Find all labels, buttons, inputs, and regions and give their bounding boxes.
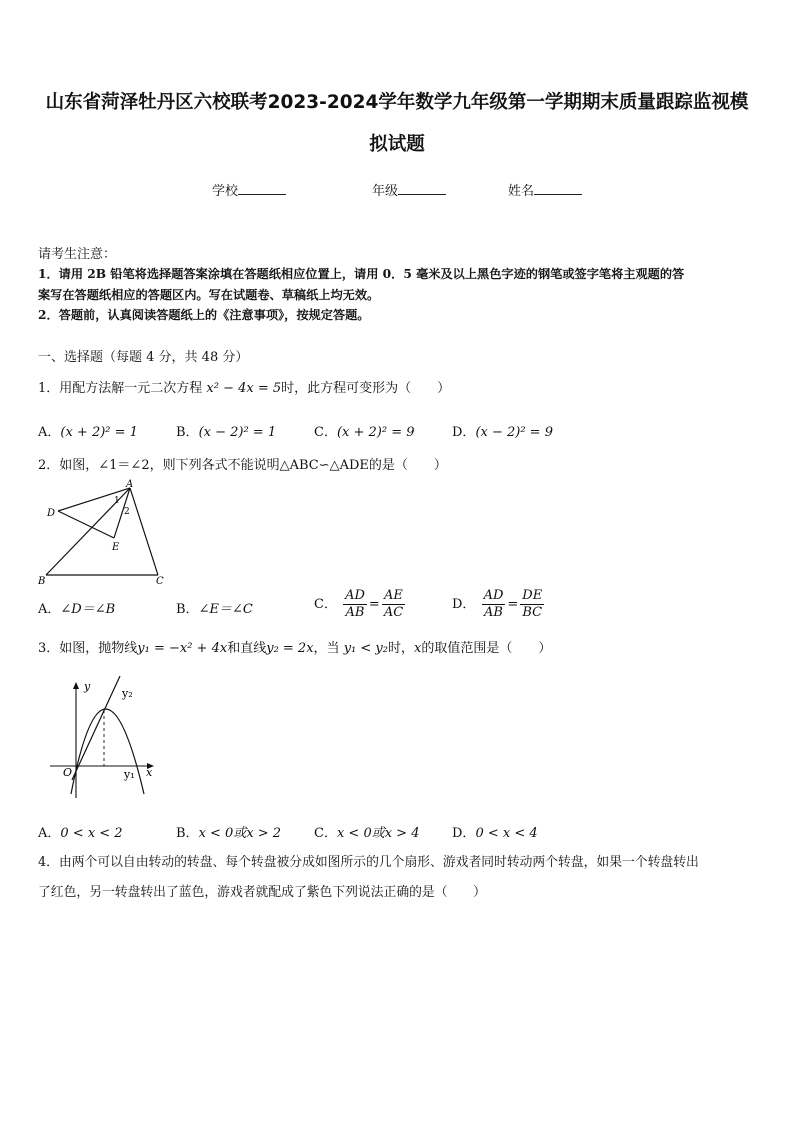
denominator: BC: [522, 605, 543, 620]
y2-label: y₂: [122, 687, 133, 700]
numerator: AE: [382, 588, 405, 605]
notice-item1: 1．请用 2B 铅笔将选择题答案涂填在答题纸相应位置上，请用 0．5 毫米及以上黑色字迹的钢笔或签字笔将主观题的答: [38, 267, 685, 281]
fraction-de-bc: [520, 588, 544, 621]
fraction-ae-ac: [382, 588, 405, 621]
question-1-stem: [38, 378, 450, 399]
q3-mid: 和直线: [227, 641, 267, 656]
name-label: 姓名: [508, 184, 535, 199]
option-label: B．: [176, 826, 199, 841]
option-text: (x − 2)² = 1: [198, 425, 277, 440]
school-field: [212, 180, 286, 199]
option-text: (x − 2)² = 9: [475, 425, 553, 440]
option-label: A．: [38, 826, 61, 841]
option-label: C．: [314, 425, 337, 440]
option-text: ∠E＝∠C: [198, 602, 253, 617]
grade-field: [372, 180, 446, 199]
notice-item1-cont: 案写在答题纸相应的答题区内。写在试题卷、草稿纸上均无效。: [38, 288, 380, 302]
question-4-line1: 4．由两个可以自由转动的转盘、每个转盘被分成如图所示的几个扇形、游戏者同时转动两个转盘，如果一个转盘转出: [38, 855, 699, 870]
option-label: B．: [176, 602, 199, 617]
option-label: C．: [314, 826, 337, 841]
grade-blank[interactable]: [398, 182, 446, 195]
denominator: AB: [484, 605, 503, 620]
option-label: A．: [38, 602, 61, 617]
y1-label: y₁: [124, 768, 135, 781]
y-axis-label: y: [84, 680, 91, 693]
numerator: AD: [345, 588, 365, 603]
equals-sign: =: [507, 597, 519, 612]
origin-label: O: [63, 766, 73, 779]
q2-option-a[interactable]: [38, 598, 115, 617]
fraction-ad-ab: [343, 588, 367, 621]
vertex-label-d: D: [47, 508, 56, 519]
section-heading: 一、选择题（每题 4 分，共 48 分）: [38, 350, 249, 365]
q3-option-a[interactable]: [38, 822, 123, 841]
denominator: AB: [345, 605, 365, 620]
denominator: AC: [383, 605, 404, 620]
angle-label-2: 2: [124, 507, 130, 517]
option-label: B．: [176, 425, 199, 440]
name-field: [508, 180, 582, 199]
triangle-figure: [34, 478, 170, 588]
option-label: D．: [452, 425, 476, 440]
q1-stem-pre: 1．用配方法解一元二次方程: [38, 381, 207, 396]
option-text: (x + 2)² = 1: [60, 425, 138, 440]
exam-title-line1: 山东省菏泽牡丹区六校联考2023-2024学年数学九年级第一学期期末质量跟踪监视模: [45, 92, 749, 113]
line-y2: [72, 676, 120, 780]
option-text: 0 < x < 2: [60, 826, 123, 841]
x-axis-label: x: [146, 766, 153, 779]
q3-parabola: y₁ = −x² + 4x: [137, 641, 228, 656]
question-3-stem: [38, 638, 551, 659]
q3-post: 时，: [387, 641, 414, 656]
q3-variable: x: [413, 641, 422, 656]
parabola-y1: [71, 709, 144, 794]
q3-tail: 的取值范围是（ ）: [421, 641, 552, 656]
q1-option-b[interactable]: [176, 421, 276, 440]
grade-label: 年级: [372, 184, 399, 199]
q1-option-d[interactable]: [452, 421, 553, 440]
option-text: ∠D＝∠B: [60, 602, 116, 617]
q2-option-c[interactable]: [314, 588, 407, 621]
q3-mid2: ，当: [313, 641, 344, 656]
school-blank[interactable]: [238, 182, 286, 195]
option-text: x < 0或x > 2: [198, 826, 282, 841]
q1-option-a[interactable]: [38, 421, 138, 440]
fraction-ad-ab: [482, 588, 506, 621]
numerator: AD: [483, 588, 504, 603]
vertex-label-c: C: [156, 576, 164, 587]
school-label: 学校: [212, 184, 239, 199]
parabola-figure: [46, 676, 166, 806]
option-label: D．: [452, 597, 476, 612]
notice-item2: 2．答题前，认真阅读答题纸上的《注意事项》，按规定答题。: [38, 308, 370, 322]
q3-option-d[interactable]: [452, 822, 538, 841]
vertex-label-b: B: [38, 576, 46, 587]
y-axis-arrow-icon: [73, 682, 79, 689]
q1-stem-post: 时，此方程可变形为（ ）: [281, 381, 451, 396]
name-blank[interactable]: [534, 182, 582, 195]
q3-line: y₂ = 2x: [266, 641, 314, 656]
equals-sign: =: [368, 597, 380, 612]
q3-option-b[interactable]: [176, 822, 281, 841]
option-text: 0 < x < 4: [475, 826, 538, 841]
numerator: DE: [522, 588, 543, 603]
option-label: D．: [452, 826, 476, 841]
q3-option-c[interactable]: [314, 822, 419, 841]
option-label: A．: [38, 425, 61, 440]
option-text: x < 0或x > 4: [336, 826, 420, 841]
vertex-label-a: A: [126, 479, 134, 490]
q3-stem-pre: 3．如图，抛物线: [38, 641, 138, 656]
exam-title-line2: 拟试题: [369, 134, 425, 155]
q2-option-d[interactable]: [452, 588, 546, 621]
q1-option-c[interactable]: [314, 421, 415, 440]
question-2-stem: 2．如图，∠1＝∠2，则下列各式不能说明△ABC∽△ADE的是（ ）: [38, 458, 447, 473]
q3-condition: y₁ < y₂: [343, 641, 388, 656]
option-label: C．: [314, 597, 337, 612]
option-text: (x + 2)² = 9: [336, 425, 415, 440]
q2-option-b[interactable]: [176, 598, 253, 617]
notice-heading: 请考生注意：: [38, 247, 117, 262]
question-4-line2: 了红色，另一转盘转出了蓝色，游戏者就配成了紫色下列说法正确的是（ ）: [38, 885, 486, 900]
vertex-label-e: E: [112, 542, 120, 553]
segment-ac: [130, 488, 158, 575]
angle-label-1: 1: [114, 496, 120, 506]
q1-equation: x² − 4x = 5: [206, 381, 282, 396]
